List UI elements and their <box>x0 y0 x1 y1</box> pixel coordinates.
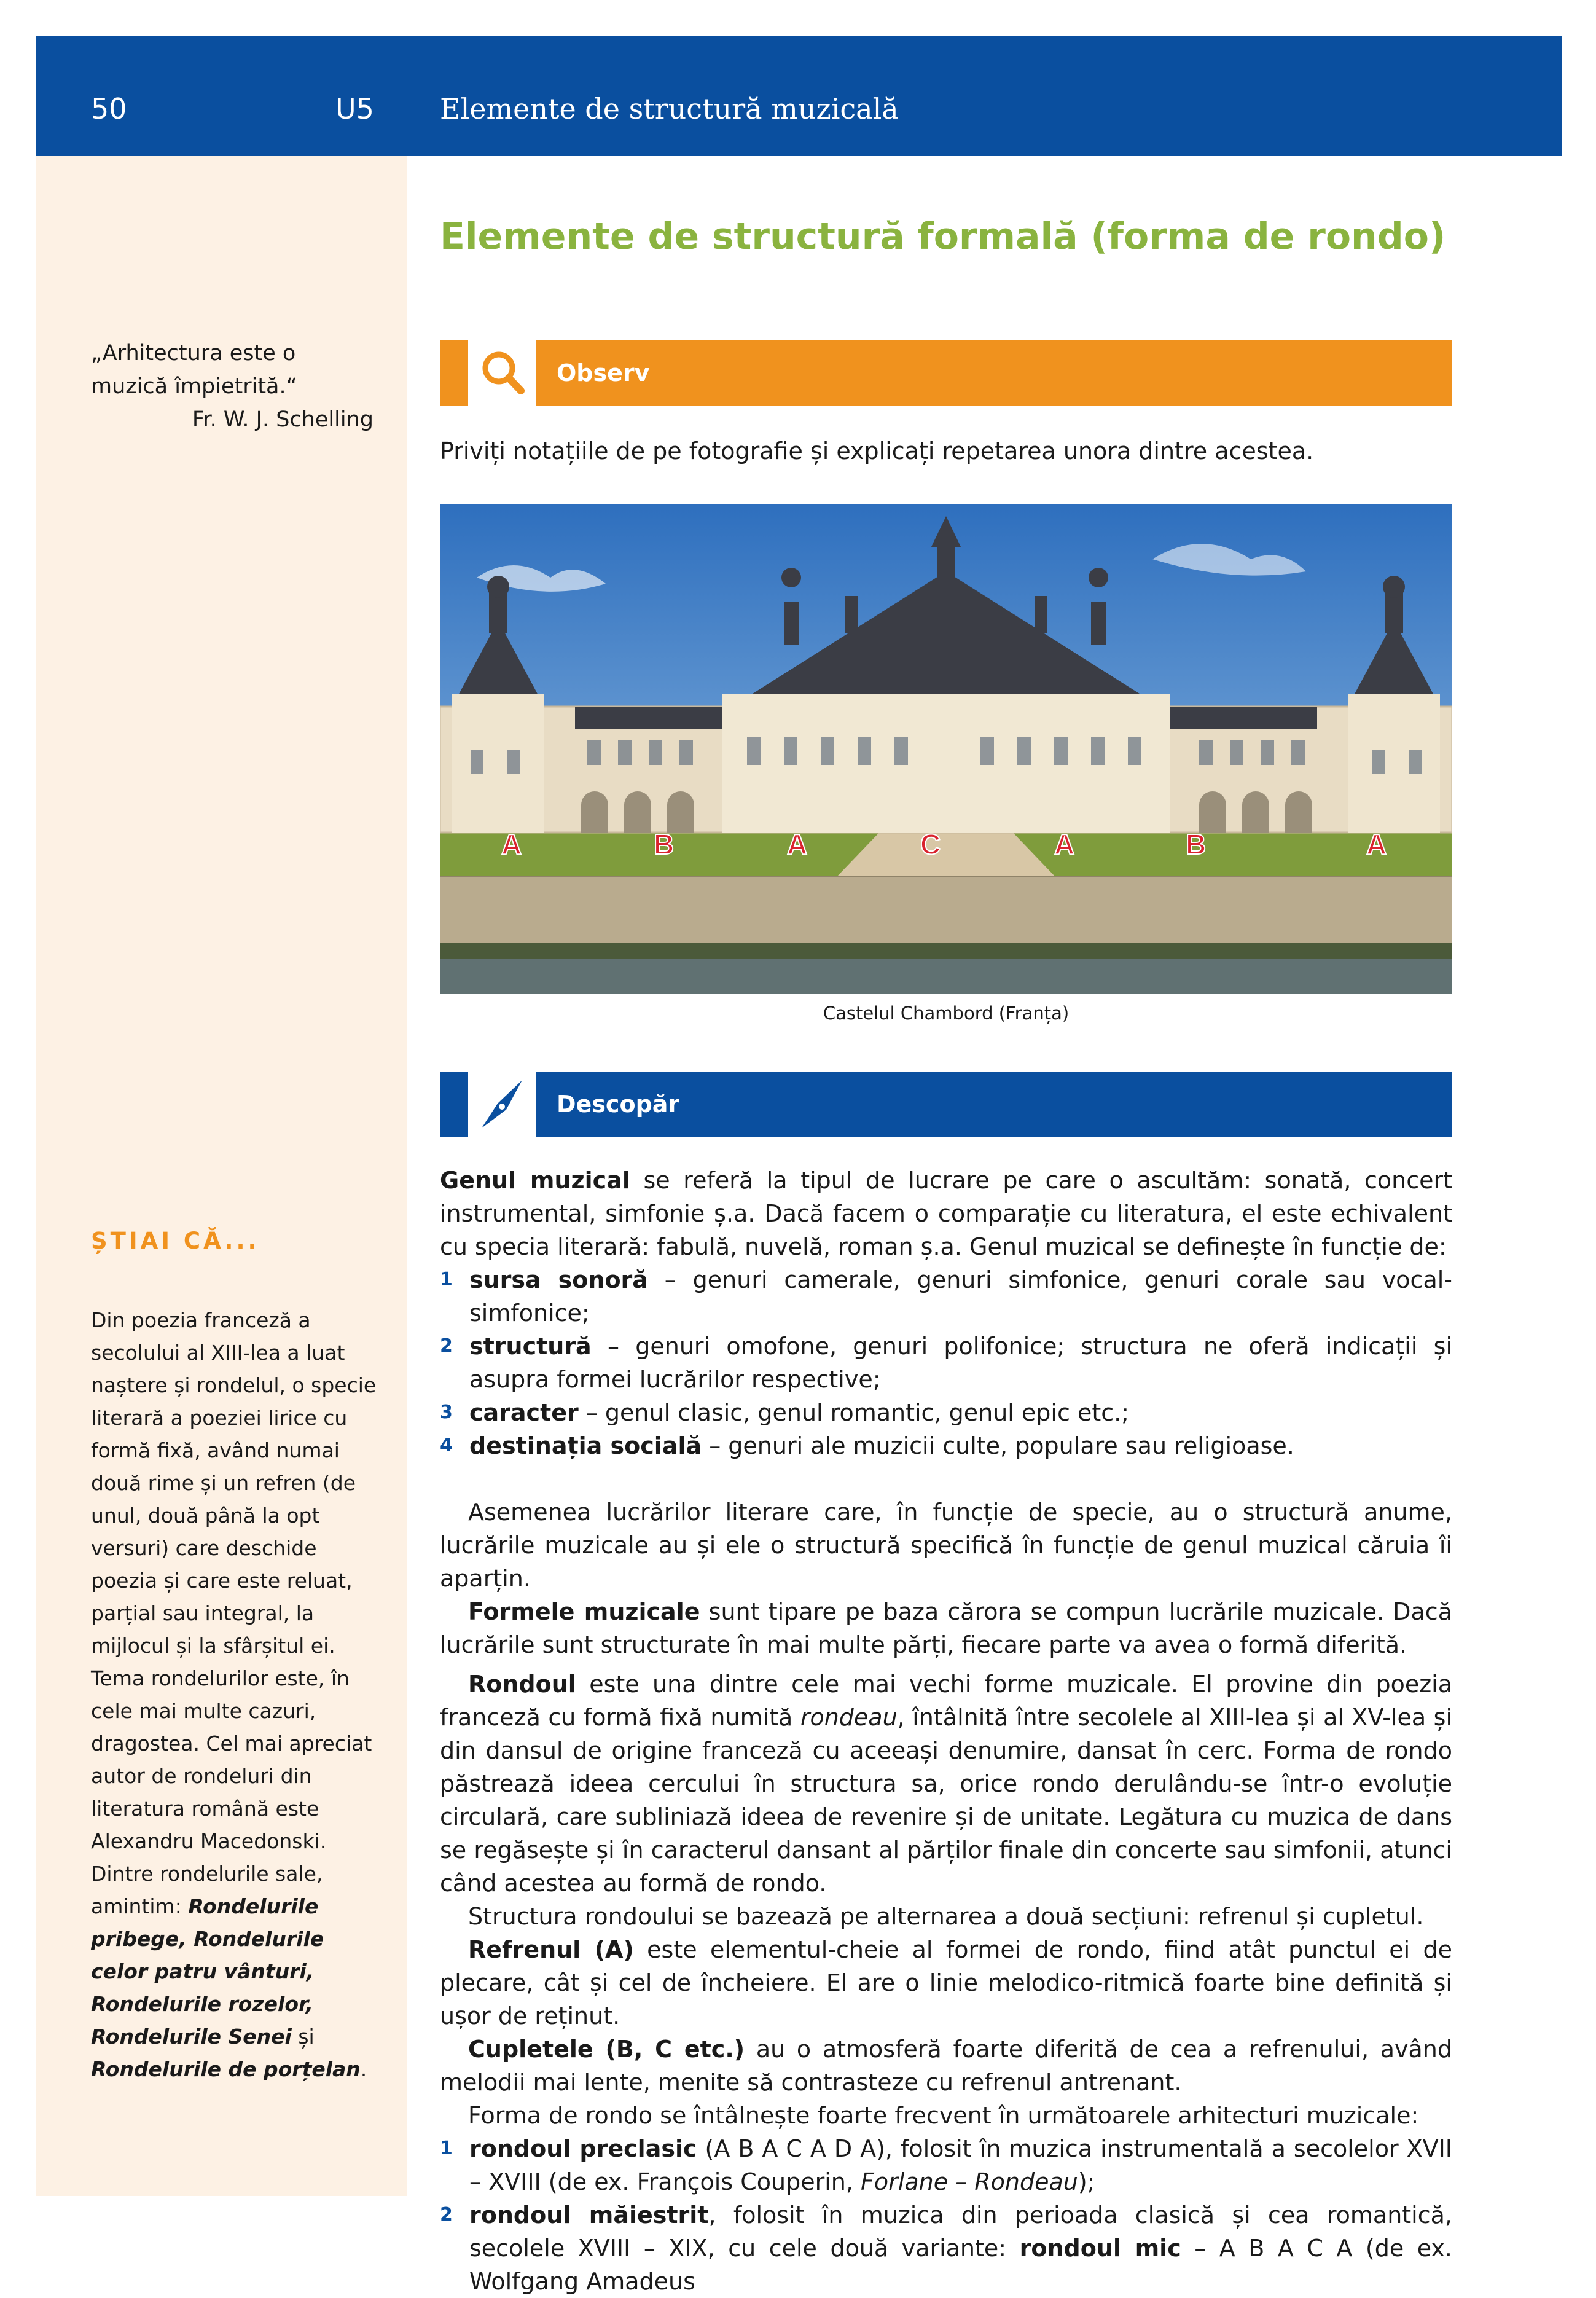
photo-letter-3: A <box>787 828 808 860</box>
descopar-marker <box>440 1072 468 1137</box>
term: Rondoul <box>468 1671 576 1698</box>
list-item <box>440 1396 1452 1429</box>
text: , folosit în muzica din perioada clasică și cea romantică, secolele XVIII – XIX, cu cele două variante: <box>469 2202 1452 2262</box>
text: este una dintre cele mai vechi forme muzicale. El provine din poezia franceză cu formă fixă numită <box>440 1671 1452 1731</box>
list-number: 3 <box>440 1402 453 1423</box>
paragraph-forme <box>440 1595 1452 1661</box>
paragraph-refrenul <box>440 1933 1452 2033</box>
list-item <box>440 1330 1452 1396</box>
text: (A B A C A D A), folosit în muzica instrumentală a secolelor XVII – XVIII (de ex. François Couperin, <box>469 2135 1453 2195</box>
quote-author: Fr. W. J. Schelling <box>192 407 374 432</box>
text: , întâlnită între secolele al XIII-lea și al XV-lea și din dansul de origine franceză cu aceeași denumire, dansat în cerc. Forma de rondo păstrează ideea cercului în structura sa, orice rondo derulându-se într-o evoluție circulară, care subliniază ideea de revenire și de unitate. Legătura cu muzica de dans se regăsește și în caracterul dansant al părților finale din concerte sau simfonii, atunci când acestea au formă de rondo. <box>440 1704 1453 1897</box>
text: – genuri omofone, genuri polifonice; structura ne oferă indicații și asupra formei lucrărilor respective; <box>469 1333 1452 1393</box>
photo-letter-7: A <box>1366 828 1387 860</box>
term: Cupletele (B, C etc.) <box>468 2036 745 2063</box>
paragraph-rondoul <box>440 1668 1452 1900</box>
paragraph-structura-rondo: Structura rondoului se bazează pe alternarea a două secțiuni: refrenul și cupletul. <box>468 1903 1424 1930</box>
chambord-photo <box>440 504 1452 994</box>
observ-strip <box>536 340 1452 406</box>
term: destinația socială <box>469 1432 702 1459</box>
list-item <box>440 1263 1452 1330</box>
term: Genul muzical <box>440 1167 630 1194</box>
term: rondoul preclasic <box>469 2135 697 2162</box>
term: Formele muzicale <box>468 1598 700 1625</box>
photo-letter-1: A <box>501 828 522 860</box>
descopar-label: Descopăr <box>557 1091 680 1118</box>
observ-banner <box>440 340 1452 406</box>
text: au o atmosferă foarte diferită de cea a refrenului, având melodii mai lente, menite să contrasteze cu refrenul antrenant. <box>440 2036 1452 2096</box>
section-title: Elemente de structură formală (forma de rondo) <box>440 215 1446 258</box>
list-number: 4 <box>440 1435 453 1456</box>
did-you-know-works: Rondelurile pribege, Rondelurile celor patru vânturi, Rondelurile rozelor, Rondelurile Senei <box>91 1894 324 2049</box>
list-item <box>440 2132 1452 2198</box>
term: structură <box>469 1333 592 1360</box>
text: se referă la tipul de lucrare pe care o ascultăm: sonată, concert instrumental, simfonie ș.a. Dacă facem o comparație cu literatura, el este echivalent cu specia literară: fabulă, nuvelă, roman ș.a. Genul muzical se definește în funcție de: <box>440 1167 1452 1260</box>
term: rondoul măiestrit <box>469 2202 709 2229</box>
photo-letter-6: B <box>1186 828 1207 860</box>
text: – genul clasic, genul romantic, genul epic etc.; <box>578 1399 1129 1426</box>
term: rondoul mic <box>1019 2235 1181 2262</box>
list-number: 2 <box>440 1335 453 1357</box>
quote <box>91 337 374 436</box>
observ-instruction: Priviți notațiile de pe fotografie și explicați repetarea unora dintre acestea. <box>440 437 1314 465</box>
text: – genuri camerale, genuri simfonice, genuri corale sau vocal-simfonice; <box>469 1266 1453 1327</box>
list-number: 1 <box>440 1269 453 1290</box>
term-italic: Forlane – Rondeau <box>861 2168 1078 2195</box>
list-item <box>440 2198 1452 2298</box>
descopar-banner <box>440 1072 1452 1137</box>
paragraph-cupletele <box>440 2033 1452 2099</box>
did-you-know-and: și <box>291 2025 315 2049</box>
page-number: 50 <box>91 92 127 125</box>
quote-text: „Arhitectura este o muzică împietrită.“ <box>91 341 297 399</box>
chapter-title: Elemente de structură muzicală <box>440 92 899 125</box>
observ-marker <box>440 340 468 406</box>
compass-icon <box>468 1072 536 1137</box>
did-you-know-end: . <box>360 2057 367 2081</box>
body-text <box>440 1164 1452 2298</box>
paragraph-structura: Asemenea lucrărilor literare care, în funcție de specie, au o structură anume, lucrările muzicale au și ele o structură specifică în funcție de genul muzical căruia îi aparțin. <box>440 1499 1452 1592</box>
term: caracter <box>469 1399 579 1426</box>
list-number: 1 <box>440 2138 453 2159</box>
text: este elementul-cheie al formei de rondo, fiind atât punctul ei de plecare, cât și cel de încheiere. El are o linie melodico-ritmică foarte bine definită și ușor de reținut. <box>440 1936 1452 2029</box>
list-item <box>440 1429 1452 1462</box>
text: – A B A C A (de ex. Wolfgang Amadeus <box>469 2235 1452 2295</box>
paragraph-arhitecturi: Forma de rondo se întâlnește foarte frecvent în următoarele arhitecturi muzicale: <box>468 2102 1419 2129</box>
photo-letter-4: C <box>920 828 941 860</box>
photo-letter-2: B <box>654 828 675 860</box>
list-number: 2 <box>440 2204 453 2225</box>
term: Refrenul (A) <box>468 1936 634 1963</box>
did-you-know-text <box>91 1304 386 2085</box>
observ-label: Observ <box>557 359 650 386</box>
unit-label: U5 <box>335 92 374 125</box>
did-you-know-last-work: Rondelurile de porțelan <box>91 2057 361 2081</box>
photo-caption: Castelul Chambord (Franța) <box>823 1003 1070 1024</box>
magnifier-icon <box>468 340 536 406</box>
text: ); <box>1078 2168 1095 2195</box>
paragraph-gen-muzical <box>440 1164 1452 1263</box>
did-you-know-title: ȘTIAI CĂ... <box>91 1228 260 1254</box>
text: sunt tipare pe baza cărora se compun lucrările muzicale. Dacă lucrările sunt structurate în mai multe părți, fiecare parte va avea o formă diferită. <box>440 1598 1452 1658</box>
did-you-know-body: Din poezia franceză a secolului al XIII-lea a luat naștere și rondelul, o specie literară a poeziei lirice cu formă fixă, având numai două rime și un refren (de unul, două până la opt versuri) care deschide poezia și care este reluat, parțial sau integral, la mijlocul și la sfârșitul ei. Tema rondelurilor este, în cele mai multe cazuri, dragostea. Cel mai apreciat autor de rondeluri din literatura română este Alexandru Macedonski. Dintre rondelurile sale, amintim: <box>91 1308 377 1918</box>
term: sursa sonoră <box>469 1266 648 1293</box>
text: – genuri ale muzicii culte, populare sau religioase. <box>702 1432 1294 1459</box>
term-italic: rondeau <box>800 1704 898 1731</box>
photo-letter-5: A <box>1054 828 1075 860</box>
